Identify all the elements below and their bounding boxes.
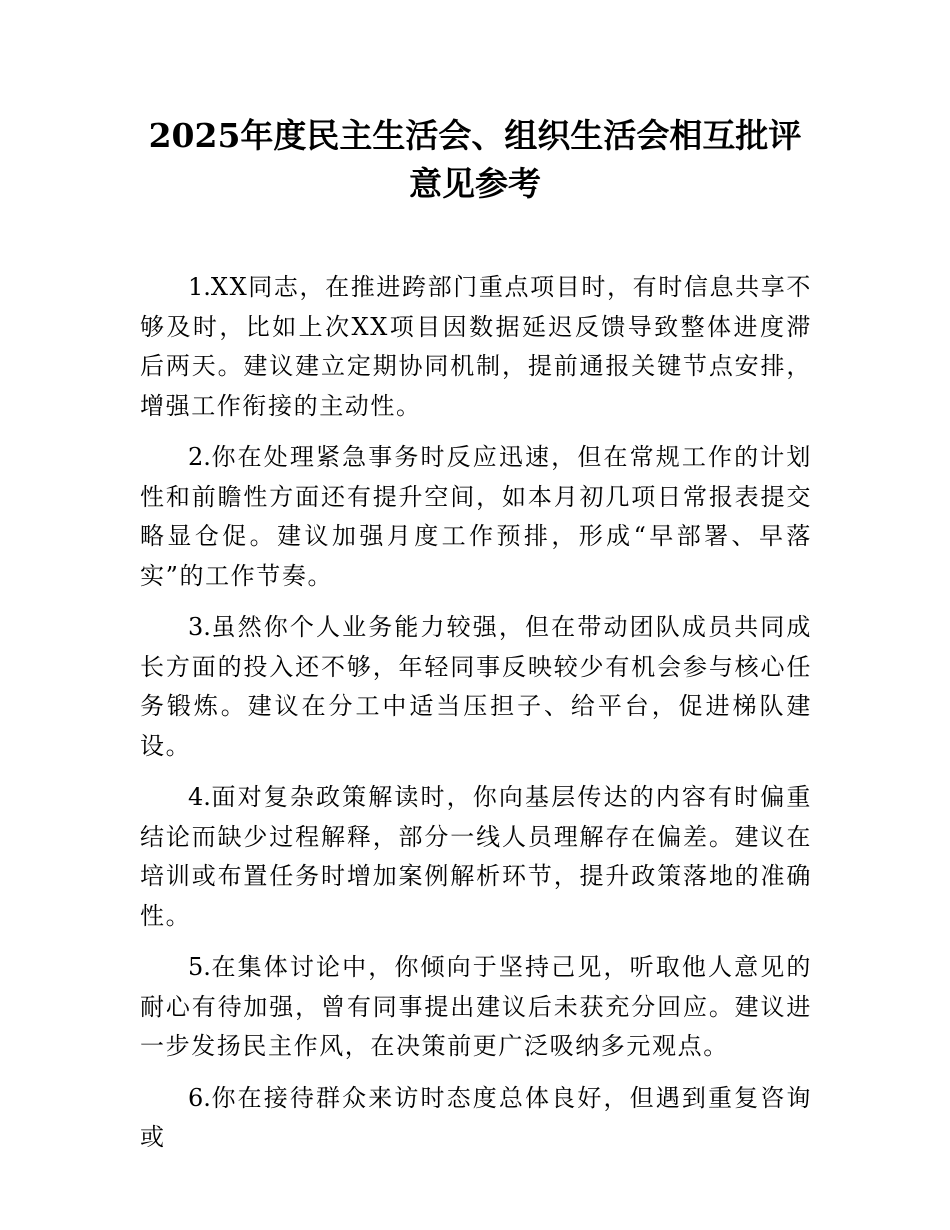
paragraph-3 [140,608,812,766]
paragraph-text: 虽然你个人业务能力较强，但在带动团队成员共同成长方面的投入还不够，年轻同事反映较少有机会参与核心任务锻炼。建议在分工中适当压担子、给平台，促进梯队建设。 [140,613,812,760]
document-body [140,268,812,1170]
paragraph-number: 2. [188,443,211,471]
paragraph-number: 5. [188,953,211,981]
paragraph-text: 你在接待群众来访时态度总体良好，但遇到重复咨询或 [140,1083,812,1151]
paragraph-text: 面对复杂政策解读时，你向基层传达的内容有时偏重结论而缺少过程解释，部分一线人员理解存在偏差。建议在培训或布置任务时增加案例解析环节，提升政策落地的准确性。 [140,783,812,930]
paragraph-text: 你在处理紧急事务时反应迅速，但在常规工作的计划性和前瞻性方面还有提升空间，如本月初几项日常报表提交略显仓促。建议加强月度工作预排，形成“早部署、早落实”的工作节奏。 [140,443,812,590]
paragraph-number: 4. [188,783,211,811]
paragraph-number: 6. [188,1083,211,1112]
paragraph-2 [140,438,812,596]
paragraph-4 [140,778,812,936]
paragraph-6 [140,1079,812,1158]
paragraph-5 [140,948,812,1067]
paragraph-number: 1. [188,273,211,301]
paragraph-text: 在集体讨论中，你倾向于坚持己见，听取他人意见的耐心有待加强，曾有同事提出建议后未获充分回应。建议进一步发扬民主作风，在决策前更广泛吸纳多元观点。 [140,953,812,1060]
paragraph-text: XX同志，在推进跨部门重点项目时，有时信息共享不够及时，比如上次XX项目因数据延迟反馈导致整体进度滞后两天。建议建立定期协同机制，提前通报关键节点安排，增强工作衔接的主动性。 [140,273,812,420]
paragraph-number: 3. [188,613,211,641]
paragraph-1 [140,268,812,426]
document-title: 2025年度民主生活会、组织生活会相互批评意见参考 [148,116,802,203]
